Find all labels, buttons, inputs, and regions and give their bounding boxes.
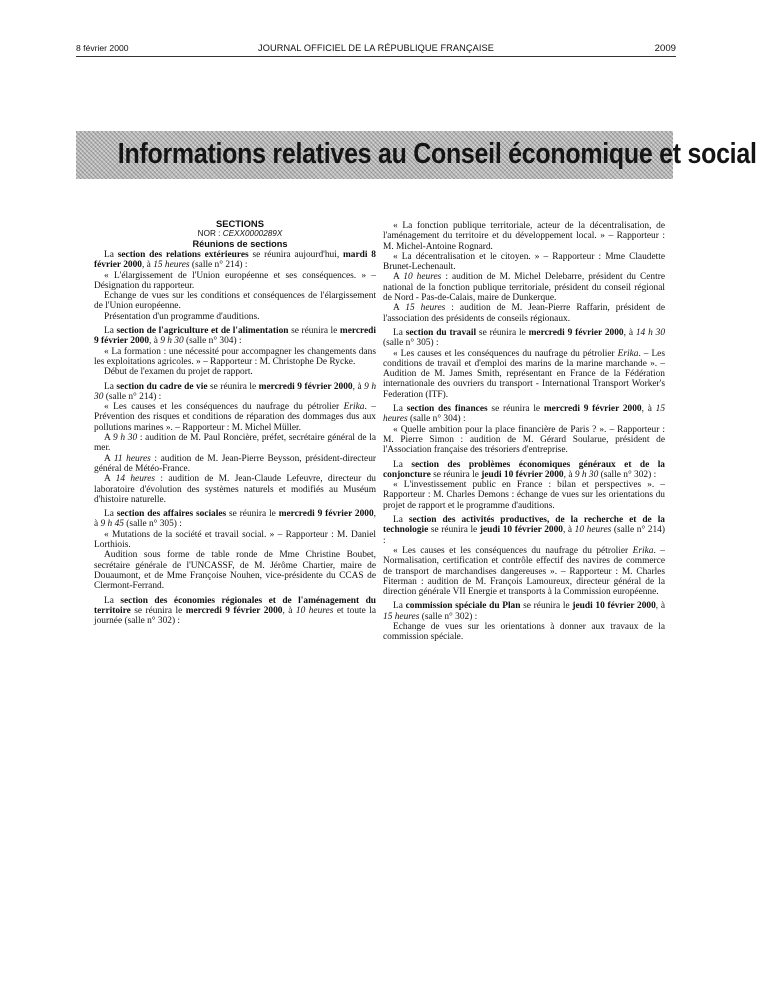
left-column <box>94 218 376 626</box>
right-column <box>383 221 665 643</box>
paragraph: La section des économies régionales et de l'aménagement du territoire se réunira le mercredi 9 février 2000, à 10 heures et toute la journée (salle n° 302) : <box>94 595 377 627</box>
paragraph: Echange de vues sur les orientations à donner aux travaux de la commission spéciale. <box>383 621 665 643</box>
paragraph: « L'investissement public en France : bilan et perspectives ». – Rapporteur : M. Charles Demons : échange de vues sur les orientations du projet de rapport et le programme d'auditions. <box>383 480 665 511</box>
paragraph: A 10 heures : audition de M. Michel Delebarre, président du Centre national de la fonction publique territoriale, président du conseil régional de Nord - Pas-de-Calais, maire de Dunkerque. <box>383 272 665 304</box>
paragraph: Audition sous forme de table ronde de Mme Christine Boubet, secrétaire générale de l'UNCASSF, de M. Jérôme Chartier, maire de Douaumont, et de Mme Françoise Nouhen, vice-présidente du CCAS de Clermont-Ferrand. <box>94 550 376 592</box>
nor-label: NOR : <box>197 229 221 238</box>
header-page-number: 2009 <box>654 43 676 54</box>
sections-title: SECTIONS <box>216 218 264 229</box>
nor-code: CEXX0000289X <box>222 229 283 238</box>
banner-title: Informations relatives au Conseil économique et social <box>117 138 757 170</box>
header-journal-title: JOURNAL OFFICIEL DE LA RÉPUBLIQUE FRANÇAISE <box>258 43 494 53</box>
paragraph: « L'élargissement de l'Union européenne et ses conséquences. » – Désignation du rapporteur. <box>94 270 376 291</box>
paragraph: « Les causes et les conséquences du naufrage du pétrolier Erika. – Normalisation, certification et contrôle effectif des navires de commerce de transport de marchandises dangereuses ». – Rapporteur : M. Charles Fiterman : audition de M. François Lamoureux, directeur général de la direction générale VII Energie et transports à la Commission européenne. <box>383 545 665 598</box>
header-date: 8 février 2000 <box>76 43 129 53</box>
paragraph: La commission spéciale du Plan se réunira le jeudi 10 février 2000, à 15 heures (salle n° 302) : <box>383 601 665 622</box>
nor-reference <box>94 229 376 239</box>
paragraph: La section des activités productives, de la recherche et de la technologie se réunira le jeudi 10 février 2000, à 10 heures (salle n° 214) : <box>383 515 665 546</box>
paragraph: A 9 h 30 : audition de M. Paul Roncière, préfet, secrétaire général de la mer. <box>94 433 377 454</box>
paragraph: A 14 heures : audition de M. Jean-Claude Lefeuvre, directeur du laboratoire d'évolution des systèmes naturels et modifiés au Muséum d'histoire naturelle. <box>94 474 376 505</box>
paragraph: La section de l'agriculture et de l'alimentation se réunira le mercredi 9 février 2000, à 9 h 30 (salle n° 304) : <box>94 326 377 347</box>
paragraph: A 11 heures : audition de M. Jean-Pierre Beysson, président-directeur général de Météo-France. <box>94 453 377 474</box>
paragraph: Présentation d'un programme d'auditions. <box>104 311 260 322</box>
paragraph: « La décentralisation et le citoyen. » – Rapporteur : Mme Claudette Brunet-Lechenault. <box>383 251 665 273</box>
paragraph: La section du cadre de vie se réunira le mercredi 9 février 2000, à 9 h 30 (salle n° 214) : <box>94 381 377 402</box>
paragraph: A 15 heures : audition de M. Jean-Pierre Raffarin, président de l'association des présidents de conseils régionaux. <box>383 303 665 324</box>
paragraph: Echange de vues sur les conditions et conséquences de l'élargissement de l'Union européenne. <box>94 291 376 312</box>
paragraph: « La formation : une nécessité pour accompagner les changements dans les exploitations agricoles. » – Rapporteur : M. Christophe De Rycke. <box>94 346 376 367</box>
paragraph: La section du travail se réunira le mercredi 9 février 2000, à 14 h 30 (salle n° 305) : <box>383 327 666 349</box>
paragraph: « Mutations de la société et travail social. » – Rapporteur : M. Daniel Lorthiois. <box>94 529 376 551</box>
running-header <box>76 43 676 57</box>
paragraph: La section des relations extérieures se réunira aujourd'hui, mardi 8 février 2000, à 15 heures (salle n° 214) : <box>94 250 376 271</box>
paragraph: La section des finances se réunira le mercredi 9 février 2000, à 15 heures (salle n° 304) : <box>383 404 666 425</box>
section-banner <box>76 131 757 179</box>
paragraph: « La fonction publique territoriale, acteur de la décentralisation, de l'aménagement du territoire et du développement local. » – Rapporteur : M. Michel-Antoine Rognard. <box>383 221 665 252</box>
paragraph: Début de l'examen du projet de rapport. <box>104 367 253 378</box>
paragraph: La section des problèmes économiques généraux et de la conjoncture se réunira le jeudi 10 février 2000, à 9 h 30 (salle n° 302) : <box>383 459 665 480</box>
paragraph: « Les causes et les conséquences du naufrage du pétrolier Erika. – Prévention des risques et conditions de réparation des dommages dus aux pollutions marines ». – Rapporteur : M. Michel Müller. <box>94 402 376 433</box>
paragraph: « Quelle ambition pour la place financière de Paris ? ». – Rapporteur : M. Pierre Simon : audition de M. Gérard Soularue, président de l'Association française des trésoriers d'entreprise. <box>383 424 665 456</box>
sections-subtitle: Réunions de sections <box>192 239 288 249</box>
paragraph: « Les causes et les conséquences du naufrage du pétrolier Erika. – Les conditions de travail et d'emploi des marins de la marine marchande ». – Audition de M. James Smith, représentant en France de la Fédération internationale des ouvriers du transport - International Transport Worker's Federation (ITF). <box>383 348 665 400</box>
header-rule <box>76 56 676 57</box>
paragraph: La section des affaires sociales se réunira le mercredi 9 février 2000, à 9 h 45 (salle n° 305) : <box>94 509 377 530</box>
